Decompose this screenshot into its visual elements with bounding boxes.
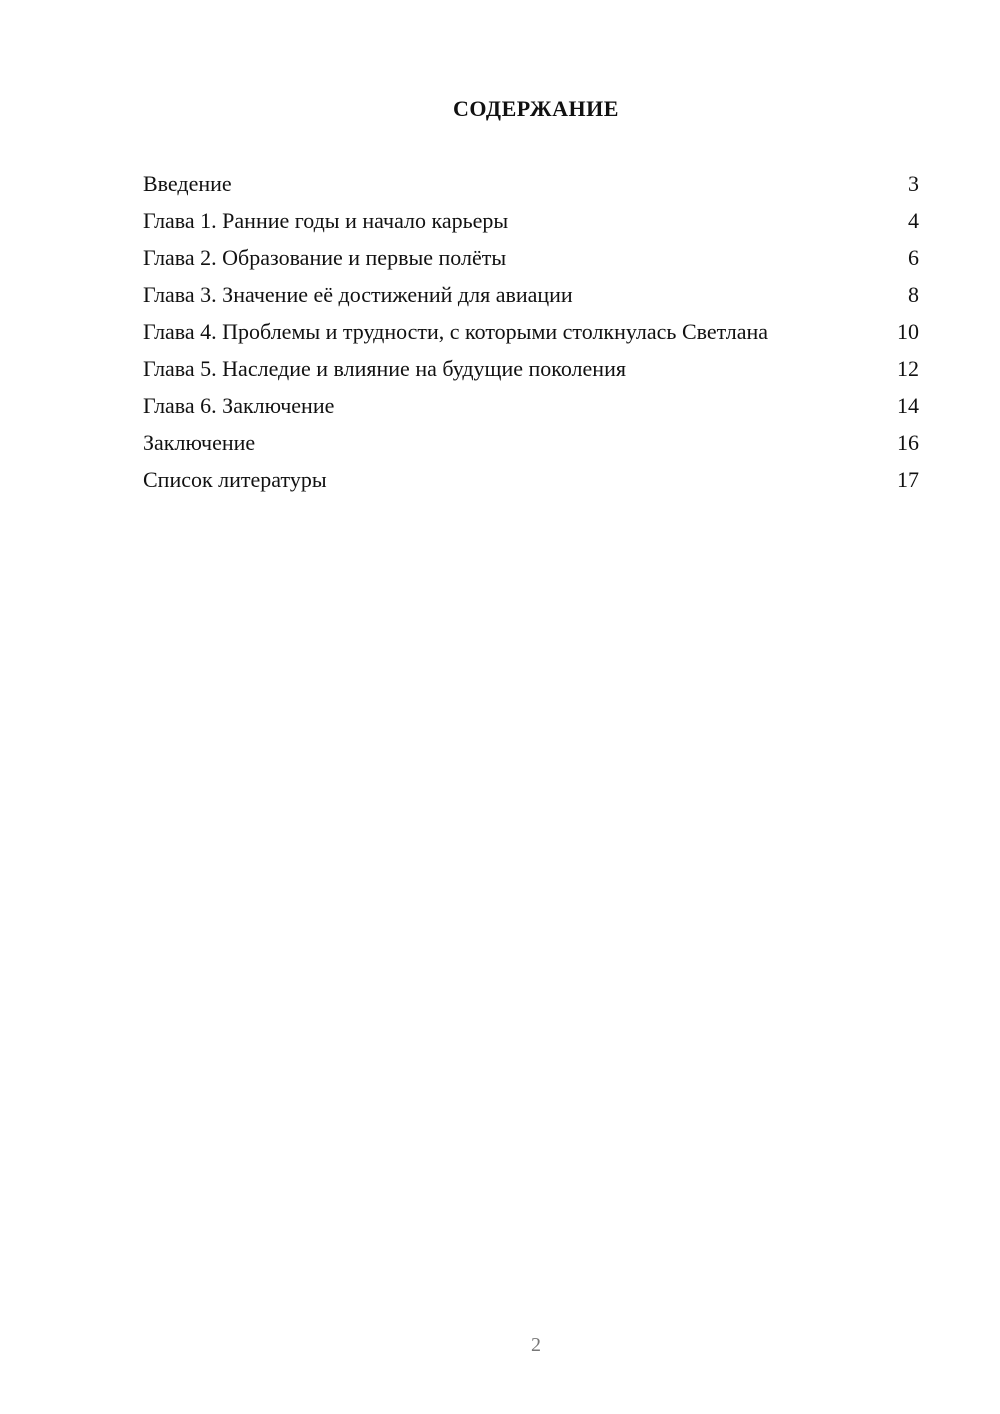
page-title: СОДЕРЖАНИЕ: [453, 96, 619, 121]
toc-entry-title: Глава 6. Заключение: [143, 393, 335, 418]
toc-entry-page: 14: [897, 393, 919, 418]
toc-entry-page: 10: [897, 319, 919, 344]
toc-entry-page: 6: [908, 245, 919, 270]
toc-entry-title: Глава 5. Наследие и влияние на будущие поколения: [143, 356, 626, 381]
toc-entry-title: Глава 4. Проблемы и трудности, с которыми столкнулась Светлана: [143, 319, 769, 344]
toc-entry: [143, 429, 919, 456]
toc-entry-title: Введение: [143, 171, 232, 196]
toc-entry-title: Заключение: [143, 430, 256, 455]
toc-entry-title: Глава 3. Значение её достижений для авиации: [143, 282, 573, 307]
toc-entry-title: Глава 1. Ранние годы и начало карьеры: [143, 208, 509, 233]
toc-entry: [143, 318, 919, 345]
toc-entry-title: Глава 2. Образование и первые полёты: [143, 245, 507, 270]
toc-entry-page: 12: [897, 356, 919, 381]
toc-entry: [143, 466, 919, 493]
toc-entry-page: 8: [908, 282, 919, 307]
toc-entry: [143, 207, 919, 234]
toc-entry-page: 17: [897, 467, 919, 492]
toc-entry-page: 4: [908, 208, 919, 233]
toc-entry: [143, 244, 919, 271]
toc-entry: [143, 281, 919, 308]
toc-entry-title: Список литературы: [143, 467, 327, 492]
toc-entry-page: 3: [908, 171, 919, 196]
toc-entry-page: 16: [897, 430, 919, 455]
toc-entry: [143, 355, 919, 382]
page-number: 2: [531, 1334, 541, 1356]
table-of-contents: [143, 170, 919, 503]
toc-entry: [143, 170, 919, 197]
toc-entry: [143, 392, 919, 419]
